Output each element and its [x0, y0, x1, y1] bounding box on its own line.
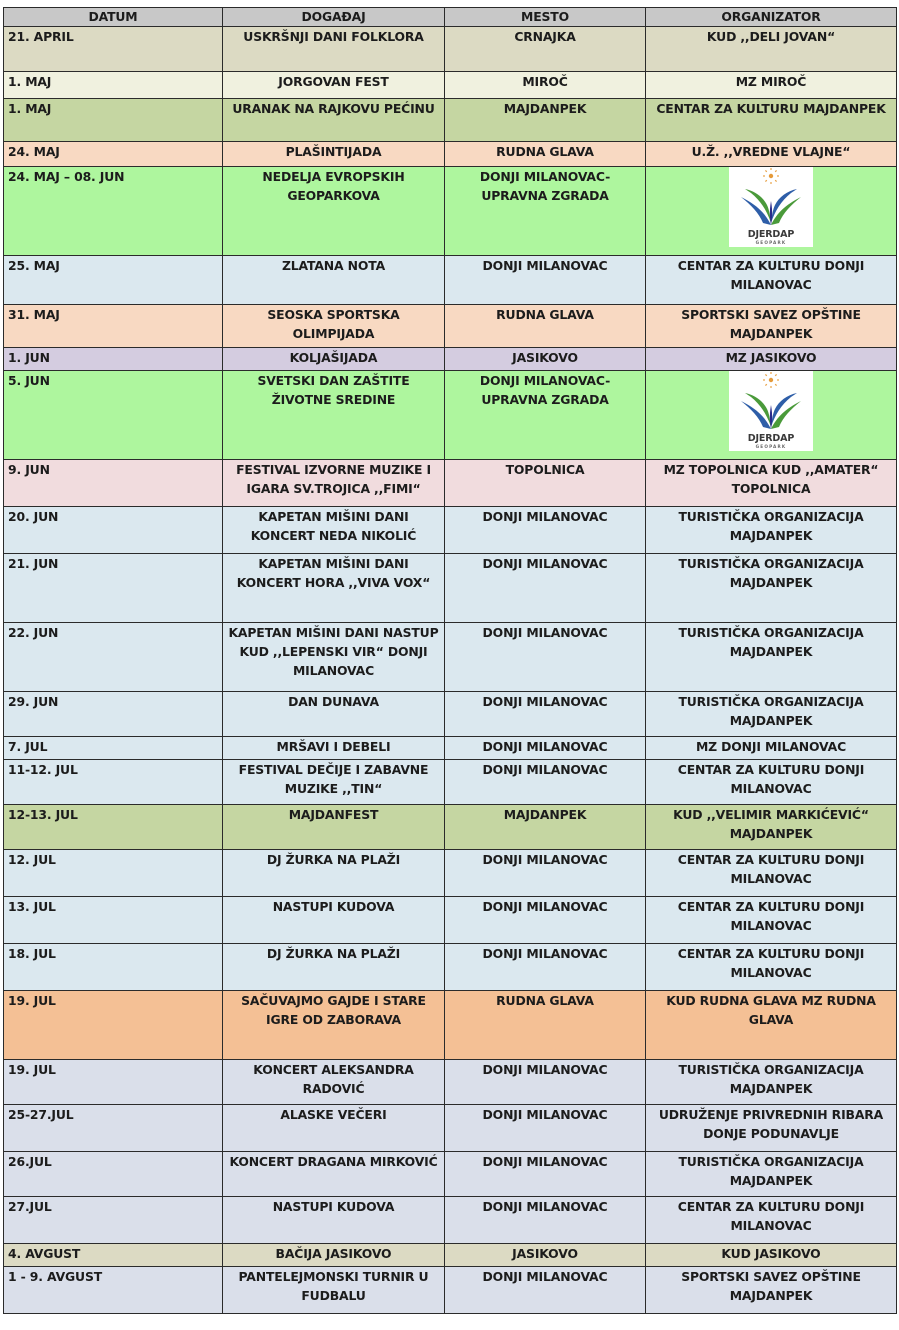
header-row: [4, 8, 897, 27]
cell-organizator: CENTAR ZA KULTURU DONJI MILANOVAC: [646, 850, 897, 897]
table-row: [4, 167, 897, 256]
table-row: [4, 897, 897, 944]
cell-datum: 21. APRIL: [4, 27, 223, 72]
table-row: [4, 507, 897, 554]
cell-mesto: RUDNA GLAVA: [445, 991, 646, 1060]
cell-organizator: CENTAR ZA KULTURU MAJDANPEK: [646, 99, 897, 142]
header-mesto: MESTO: [445, 8, 646, 27]
cell-dogadjaj: DAN DUNAVA: [223, 692, 445, 737]
cell-dogadjaj: NASTUPI KUDOVA: [223, 1197, 445, 1244]
cell-mesto: MIROČ: [445, 72, 646, 99]
cell-dogadjaj: MAJDANFEST: [223, 805, 445, 850]
table-row: [4, 1152, 897, 1197]
cell-organizator: CENTAR ZA KULTURU DONJI MILANOVAC: [646, 944, 897, 991]
events-body: [4, 27, 897, 1314]
cell-datum: 19. JUL: [4, 991, 223, 1060]
table-row: [4, 991, 897, 1060]
cell-organizator: KUD ,,DELI JOVAN“: [646, 27, 897, 72]
cell-datum: 7. JUL: [4, 737, 223, 760]
cell-datum: 29. JUN: [4, 692, 223, 737]
cell-datum: 1. JUN: [4, 348, 223, 371]
cell-datum: 1. MAJ: [4, 72, 223, 99]
cell-organizator: SPORTSKI SAVEZ OPŠTINE MAJDANPEK: [646, 305, 897, 348]
cell-datum: 27.JUL: [4, 1197, 223, 1244]
cell-organizator: CENTAR ZA KULTURU DONJI MILANOVAC: [646, 760, 897, 805]
cell-dogadjaj: KONCERT DRAGANA MIRKOVIĆ: [223, 1152, 445, 1197]
cell-dogadjaj: DJ ŽURKA NA PLAŽI: [223, 944, 445, 991]
cell-mesto: DONJI MILANOVAC: [445, 256, 646, 305]
cell-dogadjaj: PANTELEJMONSKI TURNIR U FUDBALU: [223, 1267, 445, 1314]
cell-mesto: DONJI MILANOVAC: [445, 1197, 646, 1244]
cell-dogadjaj: KAPETAN MIŠINI DANI KONCERT NEDA NIKOLIĆ: [223, 507, 445, 554]
cell-mesto: DONJI MILANOVAC: [445, 623, 646, 692]
table-row: [4, 256, 897, 305]
table-row: [4, 944, 897, 991]
cell-organizator: CENTAR ZA KULTURU DONJI MILANOVAC: [646, 256, 897, 305]
header-organizator: ORGANIZATOR: [646, 8, 897, 27]
cell-dogadjaj: SAČUVAJMO GAJDE I STARE IGRE OD ZABORAVA: [223, 991, 445, 1060]
cell-organizator: [646, 371, 897, 460]
cell-mesto: TOPOLNICA: [445, 460, 646, 507]
cell-organizator: CENTAR ZA KULTURU DONJI MILANOVAC: [646, 897, 897, 944]
cell-organizator: TURISTIČKA ORGANIZACIJA MAJDANPEK: [646, 1152, 897, 1197]
logo-badge: [729, 371, 813, 451]
cell-datum: 11-12. JUL: [4, 760, 223, 805]
cell-mesto: DONJI MILANOVAC: [445, 1152, 646, 1197]
cell-datum: 13. JUL: [4, 897, 223, 944]
cell-dogadjaj: KAPETAN MIŠINI DANI NASTUP KUD ,,LEPENSKI VIR“ DONJI MILANOVAC: [223, 623, 445, 692]
cell-datum: 25. MAJ: [4, 256, 223, 305]
cell-mesto: DONJI MILANOVAC: [445, 1060, 646, 1105]
table-row: [4, 737, 897, 760]
cell-dogadjaj: KONCERT ALEKSANDRA RADOVIĆ: [223, 1060, 445, 1105]
cell-mesto: CRNAJKA: [445, 27, 646, 72]
cell-datum: 24. MAJ: [4, 142, 223, 167]
cell-mesto: DONJI MILANOVAC: [445, 850, 646, 897]
cell-mesto: DONJI MILANOVAC: [445, 760, 646, 805]
table-row: [4, 1244, 897, 1267]
cell-datum: 19. JUL: [4, 1060, 223, 1105]
cell-mesto: JASIKOVO: [445, 1244, 646, 1267]
header-datum: DATUM: [4, 8, 223, 27]
table-row: [4, 623, 897, 692]
cell-datum: 9. JUN: [4, 460, 223, 507]
cell-dogadjaj: NASTUPI KUDOVA: [223, 897, 445, 944]
cell-organizator: SPORTSKI SAVEZ OPŠTINE MAJDANPEK: [646, 1267, 897, 1314]
cell-dogadjaj: FESTIVAL DEČIJE I ZABAVNE MUZIKE ,,TIN“: [223, 760, 445, 805]
table-row: [4, 142, 897, 167]
cell-organizator: CENTAR ZA KULTURU DONJI MILANOVAC: [646, 1197, 897, 1244]
cell-organizator: TURISTIČKA ORGANIZACIJA MAJDANPEK: [646, 692, 897, 737]
cell-dogadjaj: KOLJAŠIJADA: [223, 348, 445, 371]
table-row: [4, 371, 897, 460]
table-row: [4, 27, 897, 72]
cell-organizator: MZ MIROČ: [646, 72, 897, 99]
cell-mesto: MAJDANPEK: [445, 805, 646, 850]
table-row: [4, 460, 897, 507]
table-row: [4, 1060, 897, 1105]
cell-organizator: TURISTIČKA ORGANIZACIJA MAJDANPEK: [646, 1060, 897, 1105]
logo-name: DJERDAP: [747, 229, 795, 240]
cell-dogadjaj: JORGOVAN FEST: [223, 72, 445, 99]
cell-datum: 21. JUN: [4, 554, 223, 623]
cell-organizator: MZ DONJI MILANOVAC: [646, 737, 897, 760]
cell-datum: 25-27.JUL: [4, 1105, 223, 1152]
cell-datum: 24. MAJ – 08. JUN: [4, 167, 223, 256]
cell-datum: 22. JUN: [4, 623, 223, 692]
cell-mesto: DONJI MILANOVAC-UPRAVNA ZGRADA: [445, 167, 646, 256]
cell-datum: 1. MAJ: [4, 99, 223, 142]
cell-dogadjaj: ZLATANA NOTA: [223, 256, 445, 305]
cell-datum: 20. JUN: [4, 507, 223, 554]
cell-datum: 18. JUL: [4, 944, 223, 991]
cell-organizator: [646, 167, 897, 256]
cell-dogadjaj: MRŠAVI I DEBELI: [223, 737, 445, 760]
table-row: [4, 1267, 897, 1314]
cell-organizator: TURISTIČKA ORGANIZACIJA MAJDANPEK: [646, 554, 897, 623]
cell-organizator: MZ TOPOLNICA KUD ,,AMATER“ TOPOLNICA: [646, 460, 897, 507]
logo-sub: GEOPARK: [755, 444, 787, 449]
djerdap-geopark-logo: [729, 371, 813, 451]
table-row: [4, 99, 897, 142]
cell-organizator: U.Ž. ,,VREDNE VLAJNE“: [646, 142, 897, 167]
cell-dogadjaj: BAČIJA JASIKOVO: [223, 1244, 445, 1267]
djerdap-geopark-logo: [729, 167, 813, 247]
cell-dogadjaj: URANAK NA RAJKOVU PEĆINU: [223, 99, 445, 142]
cell-organizator: UDRUŽENJE PRIVREDNIH RIBARA DONJE PODUNAVLJE: [646, 1105, 897, 1152]
cell-datum: 12. JUL: [4, 850, 223, 897]
table-row: [4, 692, 897, 737]
cell-mesto: RUDNA GLAVA: [445, 142, 646, 167]
logo-sub: GEOPARK: [755, 240, 787, 245]
table-row: [4, 1197, 897, 1244]
cell-mesto: RUDNA GLAVA: [445, 305, 646, 348]
events-table: [3, 7, 897, 1314]
logo-badge: [729, 167, 813, 247]
cell-datum: 26.JUL: [4, 1152, 223, 1197]
cell-mesto: JASIKOVO: [445, 348, 646, 371]
table-row: [4, 805, 897, 850]
cell-mesto: DONJI MILANOVAC: [445, 944, 646, 991]
cell-datum: 1 - 9. AVGUST: [4, 1267, 223, 1314]
cell-dogadjaj: PLAŠINTIJADA: [223, 142, 445, 167]
cell-mesto: DONJI MILANOVAC: [445, 1267, 646, 1314]
cell-datum: 5. JUN: [4, 371, 223, 460]
cell-organizator: KUD JASIKOVO: [646, 1244, 897, 1267]
cell-dogadjaj: SEOSKA SPORTSKA OLIMPIJADA: [223, 305, 445, 348]
cell-dogadjaj: DJ ŽURKA NA PLAŽI: [223, 850, 445, 897]
cell-organizator: TURISTIČKA ORGANIZACIJA MAJDANPEK: [646, 623, 897, 692]
cell-mesto: DONJI MILANOVAC: [445, 692, 646, 737]
cell-mesto: DONJI MILANOVAC: [445, 737, 646, 760]
cell-dogadjaj: SVETSKI DAN ZAŠTITE ŽIVOTNE SREDINE: [223, 371, 445, 460]
table-row: [4, 1105, 897, 1152]
cell-organizator: KUD RUDNA GLAVA MZ RUDNA GLAVA: [646, 991, 897, 1060]
table-row: [4, 72, 897, 99]
logo-name: DJERDAP: [747, 433, 795, 444]
cell-organizator: MZ JASIKOVO: [646, 348, 897, 371]
cell-mesto: DONJI MILANOVAC: [445, 897, 646, 944]
cell-datum: 12-13. JUL: [4, 805, 223, 850]
cell-mesto: DONJI MILANOVAC: [445, 1105, 646, 1152]
cell-mesto: DONJI MILANOVAC-UPRAVNA ZGRADA: [445, 371, 646, 460]
table-row: [4, 305, 897, 348]
table-row: [4, 348, 897, 371]
cell-dogadjaj: KAPETAN MIŠINI DANI KONCERT HORA ,,VIVA VOX“: [223, 554, 445, 623]
cell-dogadjaj: USKRŠNJI DANI FOLKLORA: [223, 27, 445, 72]
header-dogadjaj: DOGAĐAJ: [223, 8, 445, 27]
cell-dogadjaj: ALASKE VEČERI: [223, 1105, 445, 1152]
table-row: [4, 850, 897, 897]
cell-organizator: TURISTIČKA ORGANIZACIJA MAJDANPEK: [646, 507, 897, 554]
cell-mesto: DONJI MILANOVAC: [445, 554, 646, 623]
cell-dogadjaj: NEDELJA EVROPSKIH GEOPARKOVA: [223, 167, 445, 256]
cell-datum: 4. AVGUST: [4, 1244, 223, 1267]
events-sheet: [3, 7, 897, 1314]
cell-datum: 31. MAJ: [4, 305, 223, 348]
cell-organizator: KUD ,,VELIMIR MARKIĆEVIĆ“ MAJDANPEK: [646, 805, 897, 850]
cell-mesto: DONJI MILANOVAC: [445, 507, 646, 554]
cell-dogadjaj: FESTIVAL IZVORNE MUZIKE I IGARA SV.TROJICA ,,FIMI“: [223, 460, 445, 507]
cell-mesto: MAJDANPEK: [445, 99, 646, 142]
table-row: [4, 760, 897, 805]
table-row: [4, 554, 897, 623]
